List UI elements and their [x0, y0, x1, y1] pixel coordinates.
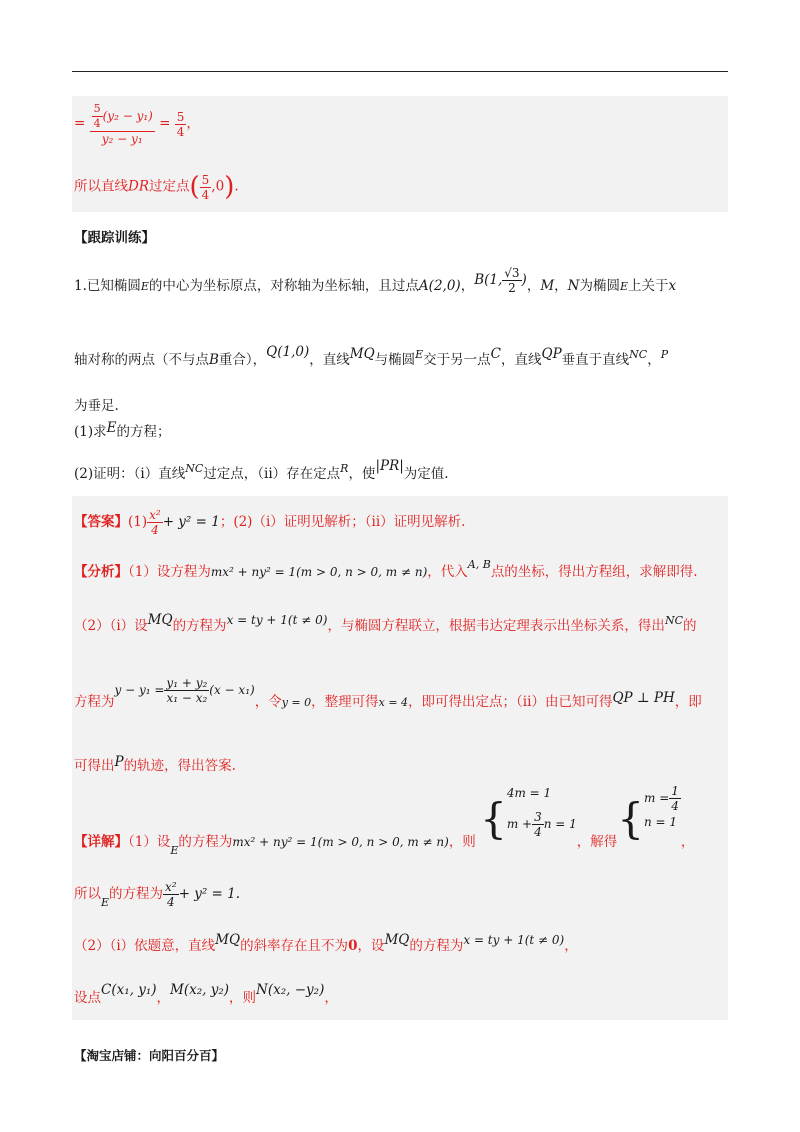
analysis-line-3: 方程为y − y₁ = $\frac{\text{y₁ + y₂}}{\text{x₁ − x₂}}$ (x − x₁)，令y = 0，整理可得x = 4，即可得出定点；（ii）由已知可得QP ⊥ PH，即 — [74, 676, 702, 710]
analysis-line-1: 【分析】（1）设方程为mx² + ny² = 1(m > 0, n > 0, m ≠ n)，代入$^{A, B}$点的坐标，得出方程组，求解即得. — [74, 558, 698, 580]
problem-line-3: 为垂足. — [74, 398, 119, 414]
analysis-line-2: （2）（i）设MQ的方程为x = ty + 1(t ≠ 0)，与椭圆方程联立，根据韦达定理表示出坐标关系，得出$^{NC}$的 — [74, 612, 697, 634]
detail-line-2: 所以$_E$的方程为 $\frac{\text{x²}}{4}$ + y² = 1. — [74, 880, 241, 909]
detail-line-3: （2）（i）依题意，直线MQ的斜率存在且不为0，设MQ的方程为x = ty + 1(t ≠ 0)， — [74, 932, 578, 954]
section-title: 【跟踪训练】 — [74, 230, 155, 246]
question-1: (1)求E的方程； — [74, 420, 171, 440]
detail-line-4: 设点C(x₁, y₁)，M(x₂, y₂)，则N(x₂, −y₂)， — [74, 982, 338, 1006]
question-2: (2)证明：（i）直线$^{NC}$过定点，（ii）存在定点$^R$，使|PR|为定值. — [74, 458, 449, 482]
header-rule — [72, 71, 728, 72]
problem-line-2: 轴对称的两点（不与点B重合），Q(1,0)，直线MQ与椭圆$^E$交于另一点C，直线QP垂直于直线$^{NC}$，$^P$ — [74, 344, 669, 368]
prev-solution-equation: = $\frac{5}{4}$ (y₂ − y₁) y₂ − y₁ = $\frac{5}{4}$ ， — [74, 102, 200, 146]
answer-line: 【答案】(1) $\frac{\text{x²}}{4}$ + y² = 1；(2)（i）证明见解析；（ii）证明见解析. — [74, 508, 466, 537]
analysis-line-4: 可得出P的轨迹，得出答案. — [74, 754, 236, 774]
problem-line-1: 1.已知椭圆E的中心为坐标原点，对称轴为坐标轴，且过点A(2,0)，B(1, $\frac{√3}{2}$ )，M，N为椭圆E上关于x — [74, 266, 677, 295]
footer-shop-name: 【淘宝店铺：向阳百分百】 — [74, 1048, 225, 1063]
prev-solution-conclusion: 所以直线DR过定点( $\frac{5}{4}$ ,0). — [74, 172, 239, 202]
detail-line-1: 【详解】（1）设$_E$的方程为mx² + ny² = 1(m > 0, n > 0, m ≠ n)，则 { 4m = 1 m + $\frac{3}{4}$ n = 1 ，解得{ m = $\frac{1}{4}$ n = 1 ， — [74, 784, 695, 857]
